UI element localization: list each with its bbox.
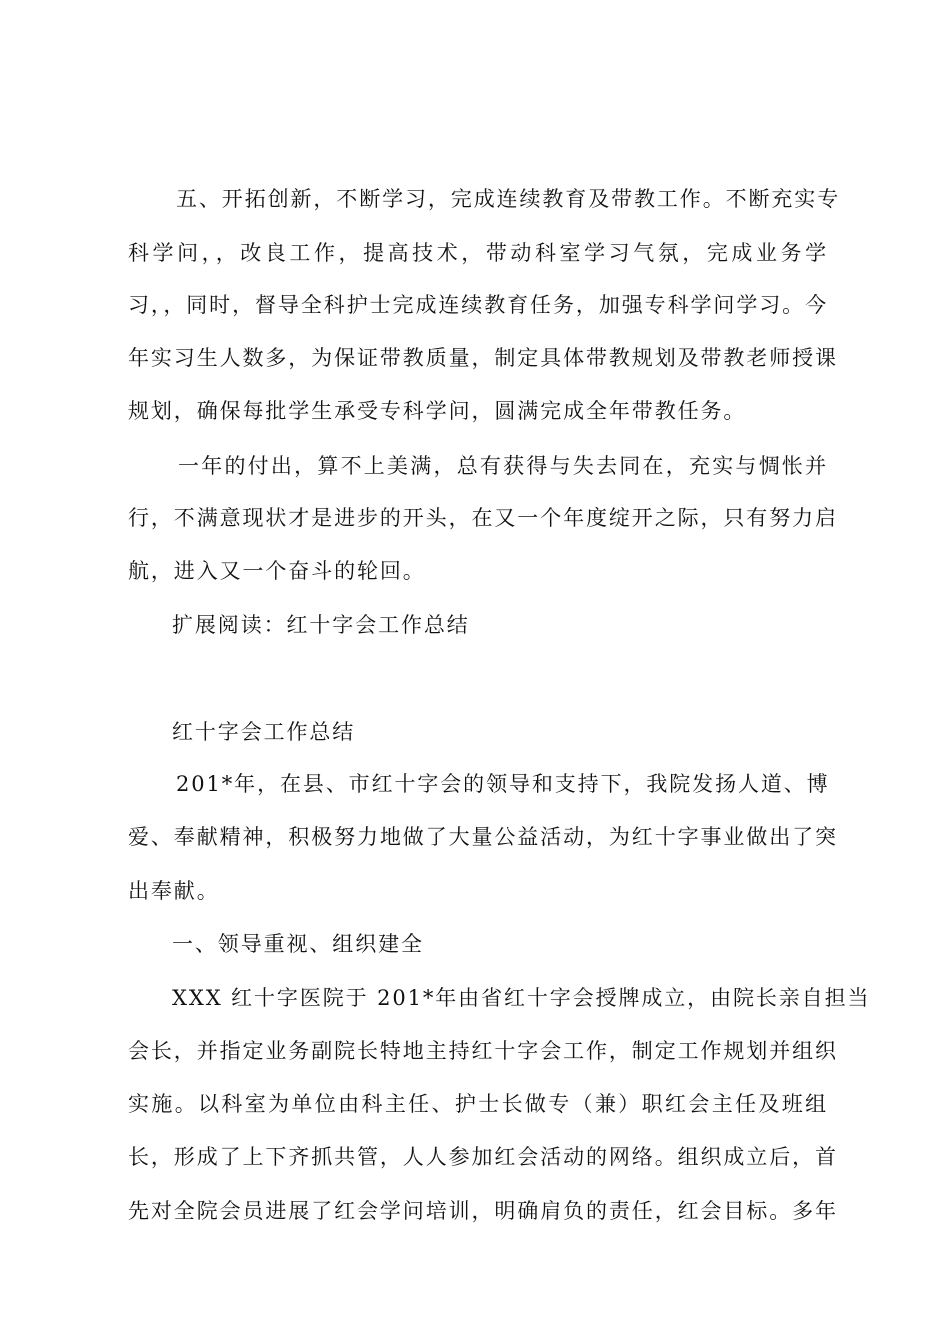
text-line: 行，不满意现状才是进步的开头，在又一个年度绽开之际，只有努力启 xyxy=(128,506,838,530)
text-line: 扩展阅读：红十字会工作总结 xyxy=(172,613,470,637)
text-line: XXX 红十字医院于 201*年由省红十字会授牌成立，由院长亲自担当 xyxy=(172,986,871,1010)
text-line: 先对全院会员进展了红会学问培训，明确肩负的责任，红会目标。多年 xyxy=(128,1199,838,1223)
text-line: 201*年，在县、市红十字会的领导和支持下，我院发扬人道、博 xyxy=(176,772,830,796)
text-line: 科学问，，改良工作，提高技术，带动科室学习气氛，完成业务学 xyxy=(128,241,828,265)
subsection-heading: 一、领导重视、组织建全 xyxy=(172,932,424,956)
text-line: 长，形成了上下齐抓共管，人人参加红会活动的网络。组织成立后，首 xyxy=(128,1145,838,1169)
text-line: 爱、奉献精神，积极努力地做了大量公益活动，为红十字事业做出了突 xyxy=(128,825,838,849)
text-line: 规划，确保每批学生承受专科学问，圆满完成全年带教任务。 xyxy=(128,399,747,423)
text-line: 实施。以科室为单位由科主任、护士长做专（兼）职红会主任及班组 xyxy=(128,1092,828,1116)
text-line: 习，，同时，督导全科护士完成连续教育任务，加强专科学问学习。今 xyxy=(128,293,828,317)
text-line: 年实习生人数多，为保证带教质量，制定具体带教规划及带教老师授课 xyxy=(128,346,838,370)
text-line: 会长，并指定业务副院长特地主持红十字会工作，制定工作规划并组织 xyxy=(128,1039,838,1063)
section-heading: 红十字会工作总结 xyxy=(172,720,356,744)
text-line: 一年的付出，算不上美满，总有获得与失去同在，充实与惆怅并 xyxy=(178,454,828,478)
text-line: 五、开拓创新，不断学习，完成连续教育及带教工作。不断充实专 xyxy=(176,187,841,211)
text-line: 航，进入又一个奋斗的轮回。 xyxy=(128,559,426,583)
text-line: 出奉献。 xyxy=(128,879,220,903)
